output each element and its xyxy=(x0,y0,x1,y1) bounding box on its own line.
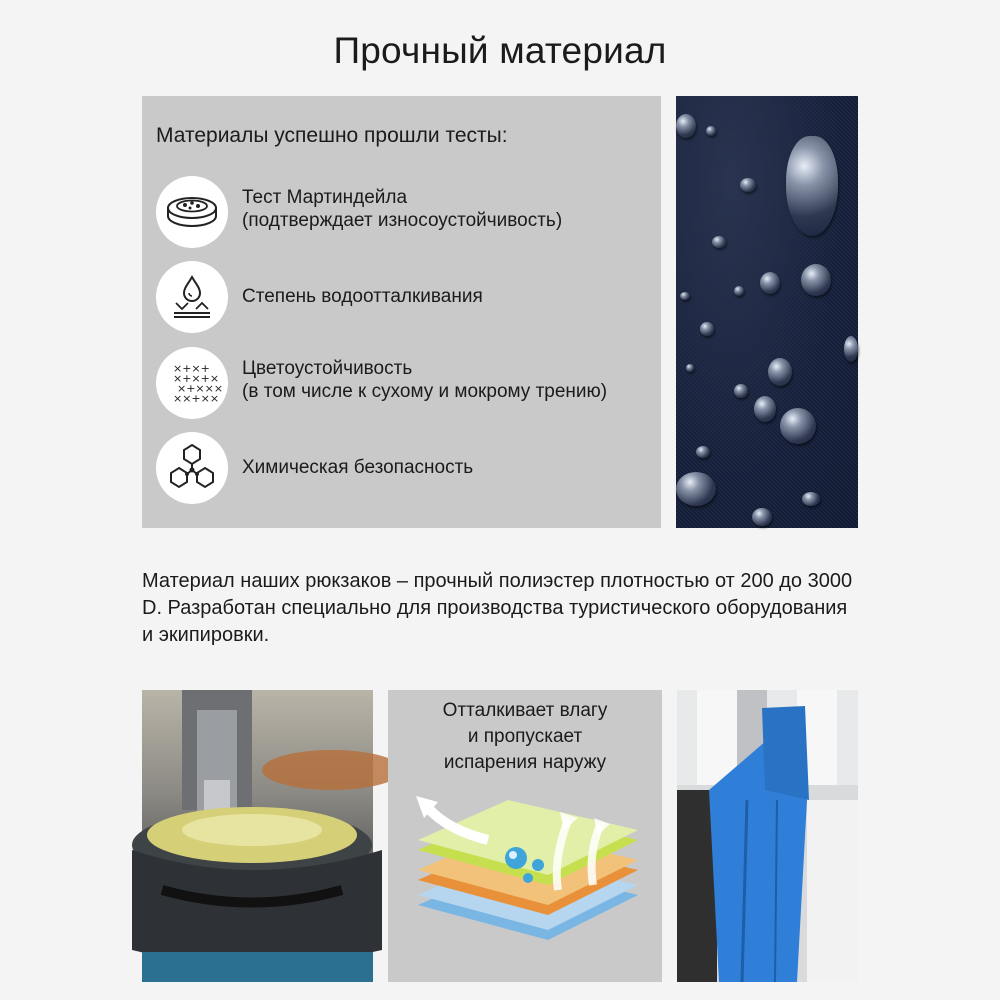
membrane-layers-illustration xyxy=(388,690,662,982)
test-title: Химическая безопасность xyxy=(242,457,474,478)
water-repellent-icon xyxy=(156,261,228,333)
svg-text:××+××: ××+×× xyxy=(173,392,220,405)
membrane-text-line: и пропускает xyxy=(467,726,583,747)
svg-text:×+×××: ×+××× xyxy=(177,382,224,395)
chemical-structure-icon xyxy=(156,432,228,504)
test-item-martindale xyxy=(156,176,656,248)
membrane-text-line: Отталкивает влагу xyxy=(442,700,608,721)
test-title: Степень водоотталкивания xyxy=(242,286,483,307)
test-item-water-repellent xyxy=(156,261,656,333)
martindale-machine-image xyxy=(142,690,373,982)
test-subtitle: (в том числе к сухому и мокрому трению) xyxy=(242,381,608,402)
test-item-color-fastness xyxy=(156,347,656,419)
membrane-text-line: испарения наружу xyxy=(443,752,607,773)
tests-panel xyxy=(142,96,661,528)
svg-text:×+×+×: ×+×+× xyxy=(173,372,220,385)
petri-dish-icon xyxy=(156,176,228,248)
test-title: Тест Мартиндейла xyxy=(242,187,408,208)
color-fastness-icon xyxy=(156,347,228,419)
membrane-info-card xyxy=(388,690,662,982)
page-title: Прочный материал xyxy=(333,30,667,71)
tests-heading: Материалы успешно прошли тесты: xyxy=(156,124,508,147)
tensile-test-image xyxy=(677,690,858,982)
test-title: Цветоустойчивость xyxy=(242,358,413,379)
material-description: Материал наших рюкзаков – прочный полиэстер плотностью от 200 до 3000 D. Разработан специально для производства туристического оборудования и экипировки. xyxy=(142,570,853,646)
fabric-water-drops-image xyxy=(676,96,858,528)
test-item-chemical-safety xyxy=(156,432,656,504)
svg-text:×+×+: ×+×+ xyxy=(173,362,210,375)
test-subtitle: (подтверждает износоустойчивость) xyxy=(242,210,563,231)
